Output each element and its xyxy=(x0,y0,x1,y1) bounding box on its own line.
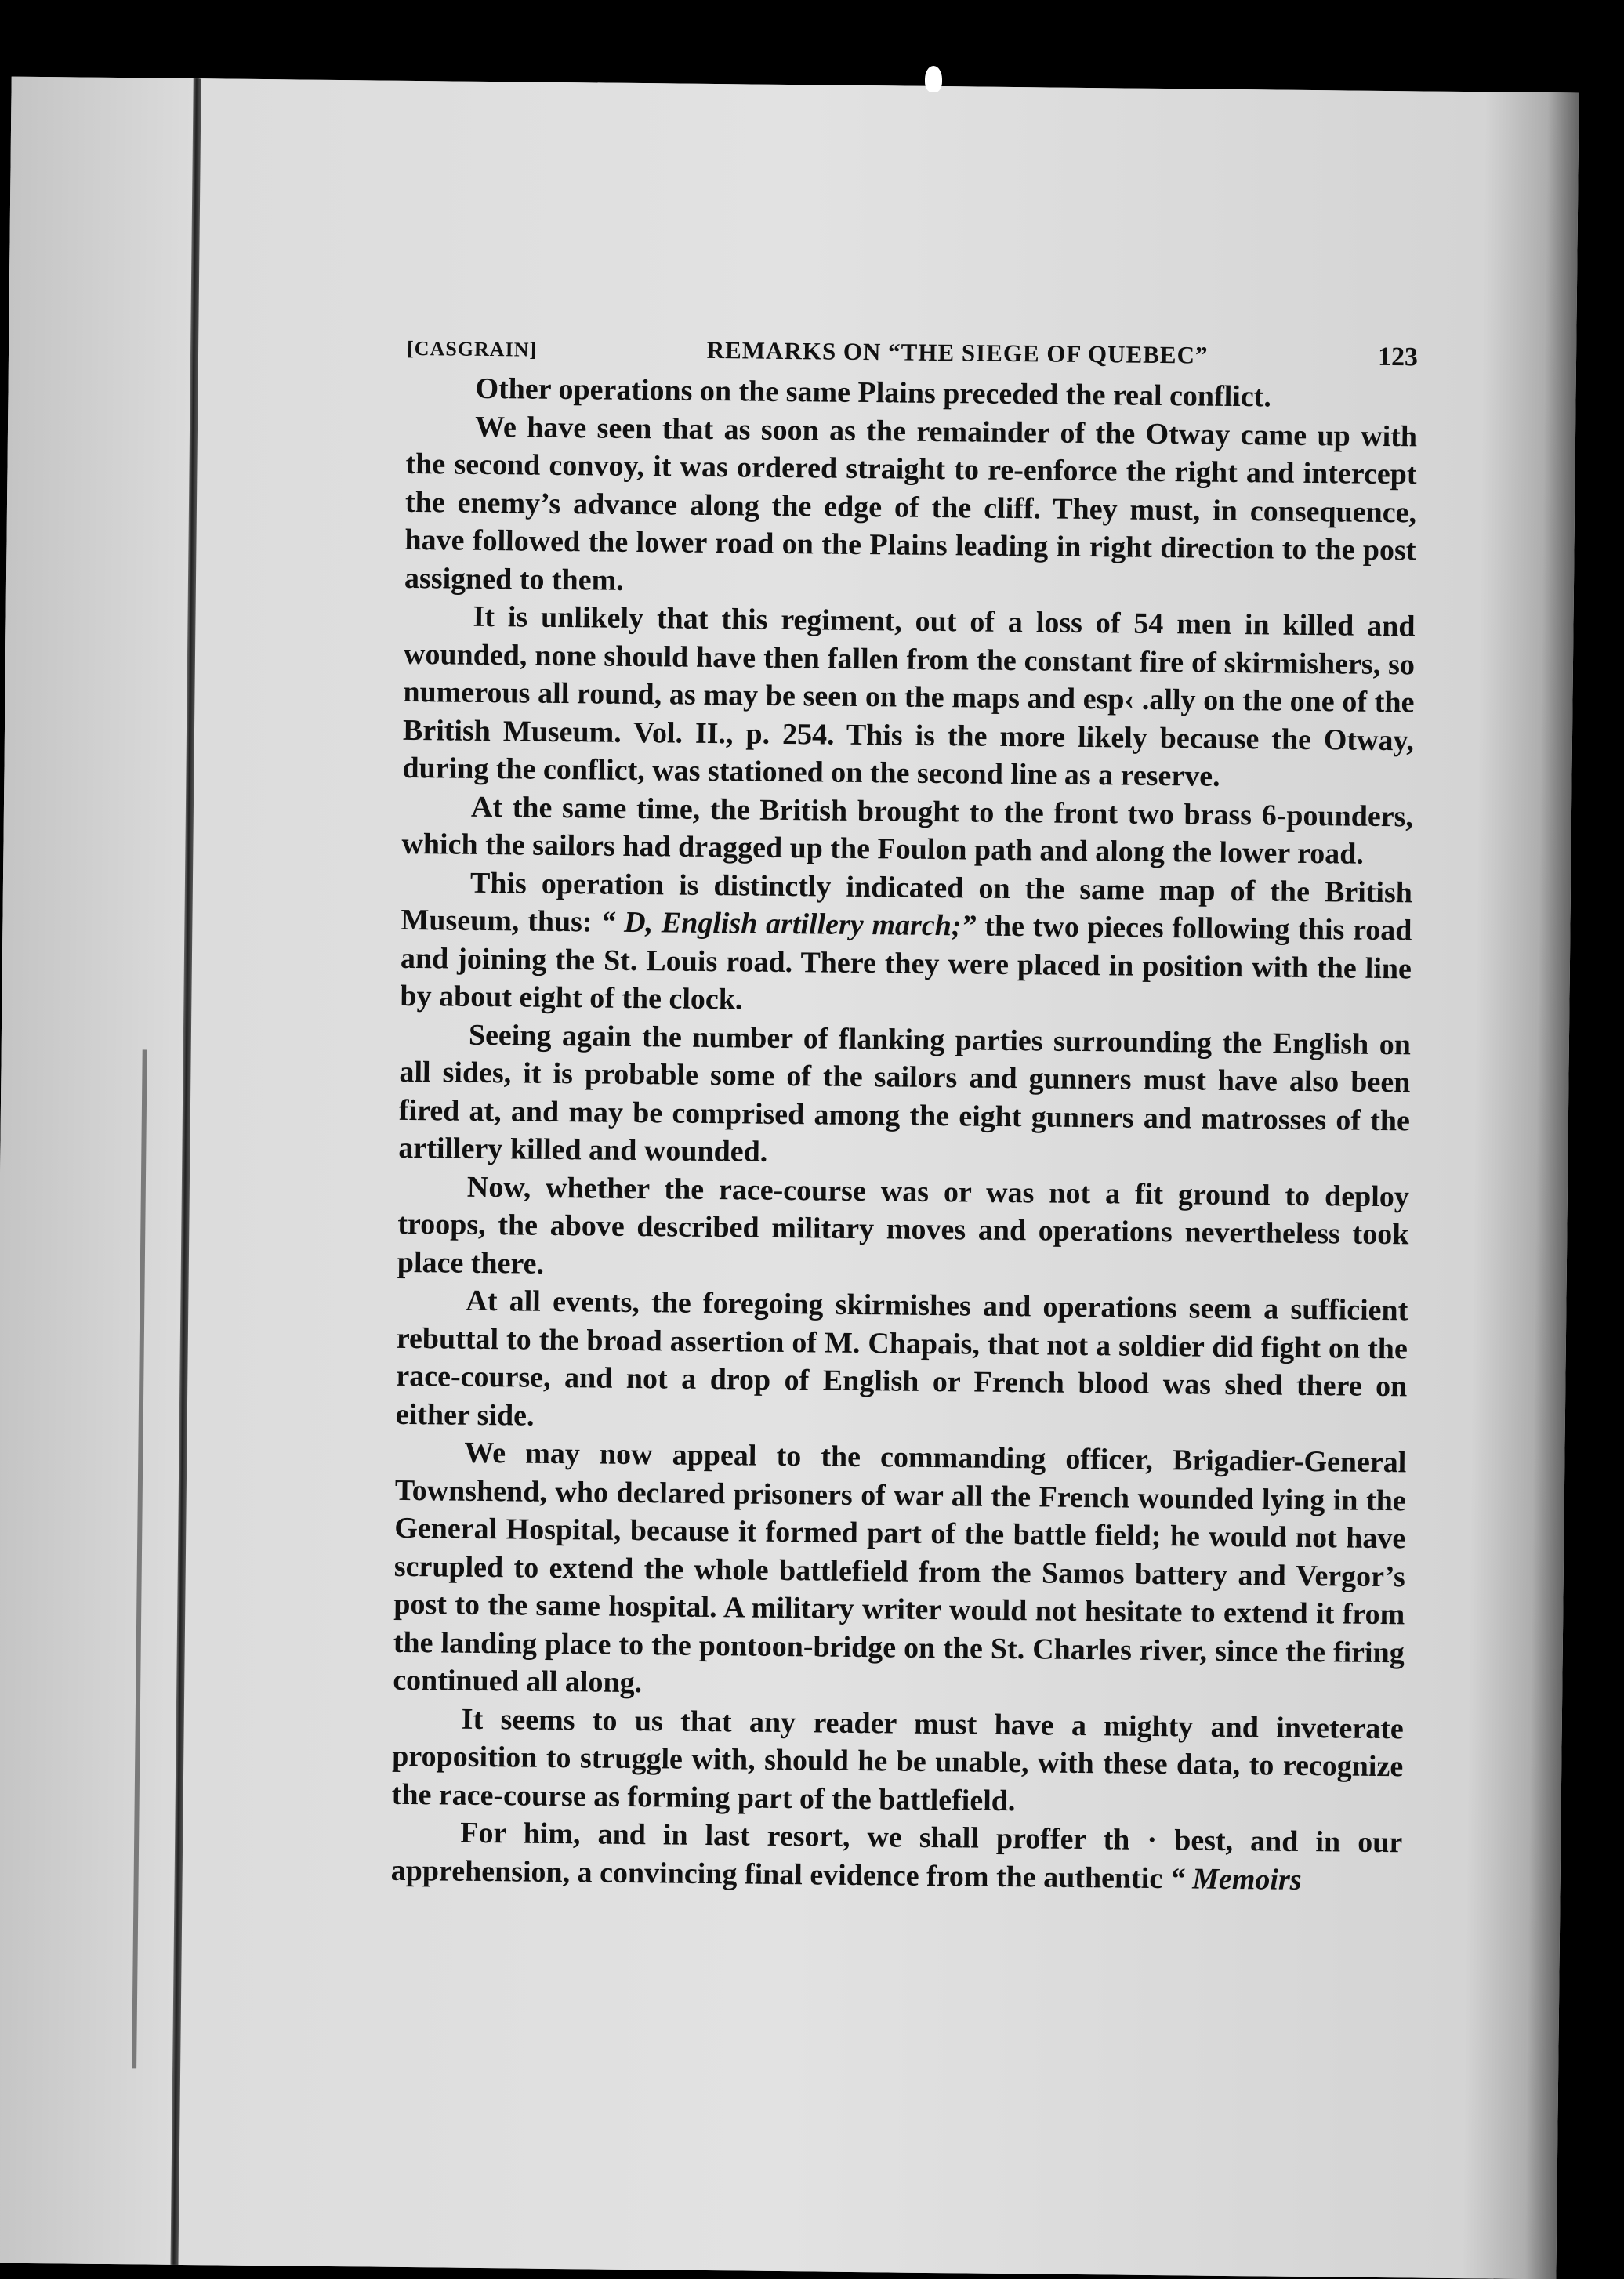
page-edge-shadow xyxy=(1524,92,1579,2279)
page-number: 123 xyxy=(1378,339,1418,377)
paragraph: It is unlikely that this regiment, out of a loss of 54 men in killed and wounded, none should have then fallen from the constant fire of skirmishers, so numerous all round, as may be seen on the maps and esp‹ .ally on the one of the British Museum. Vol. II., p. 254. This is the more likely because the Otway, during the conflict, was stationed on the second line as a reserve. xyxy=(402,597,1415,798)
paragraph: At all events, the foregoing skirmishes and operations seem a sufficient rebuttal to the broad assertion of M. Chapais, that not a soldier did fight on the race-course, and not a drop of English or French blood was shed there on either side. xyxy=(396,1281,1408,1444)
paragraph: Other operations on the same Plains preceded the real conflict. xyxy=(406,369,1417,418)
paragraph: It seems to us that any reader must have a mighty and inveterate proposition to struggle with, should he be unable, with these data, to recognize the race-course as forming part of the battlefield. xyxy=(392,1699,1404,1824)
paragraph: Seeing again the number of flanking parties surrounding the English on all sides, it is probable some of the sailors and gunners must have also been fired at, and may be comprised among the eight gunners and matrosses of the artillery killed and wounded. xyxy=(398,1015,1411,1177)
paragraph xyxy=(391,1813,1403,1900)
header-author: [CASGRAIN] xyxy=(407,330,537,369)
memoirs-citation: “ Memoirs xyxy=(1170,1862,1302,1897)
paragraph: We have seen that as soon as the remainder of the Otway came up with the second convoy, it was ordered straight to re-enforce the right and intercept the enemy’s advance along the edge of the cliff. They must, in consequence, have followed the lower road on the Plains leading in right direction to the post assigned to them. xyxy=(404,407,1417,607)
scanned-page xyxy=(0,77,1579,2279)
paragraph: We may now appeal to the commanding officer, Brigadier-General Townshend, who declared prisoners of war all the French wounded lying in the General Hospital, because it formed part of the battle field; he would not have scrupled to extend the whole battlefield from the Samos battery and Vergor’s post to the same hospital. A military writer would not hesitate to extend it from the landing place to the pontoon-bridge on the St. Charles river, since the firing continued all along. xyxy=(393,1433,1406,1710)
binding-rule xyxy=(170,78,201,2265)
page-content xyxy=(391,328,1419,1900)
paragraph: At the same time, the British brought to the front two brass 6-pounders, which the sailors had dragged up the Foulon path and along the lower road. xyxy=(401,787,1413,874)
header-title: REMARKS ON “THE SIEGE OF QUEBEC” xyxy=(706,332,1208,375)
paragraph xyxy=(400,863,1412,1025)
binding-shadow xyxy=(132,1049,147,2068)
paragraph-text: This operation is distinctly indicated on the same map of the British Museum, thus: xyxy=(401,866,1412,938)
map-citation: “ D, English artillery march;” xyxy=(600,906,977,943)
scan-artifact xyxy=(925,66,942,92)
paragraph: Now, whether the race-course was or was not a fit ground to deploy troops, the above described military moves and operations nevertheless took place there. xyxy=(397,1167,1409,1292)
paragraph-text: For him, and in last resort, we shall proffer th · best, and in our apprehension, a convincing final evidence from the authentic xyxy=(391,1817,1403,1895)
paragraph-text: the two pieces following this road and joining the St. Louis road. There they were placed in position with the line by about eight of the clock. xyxy=(400,910,1412,1016)
